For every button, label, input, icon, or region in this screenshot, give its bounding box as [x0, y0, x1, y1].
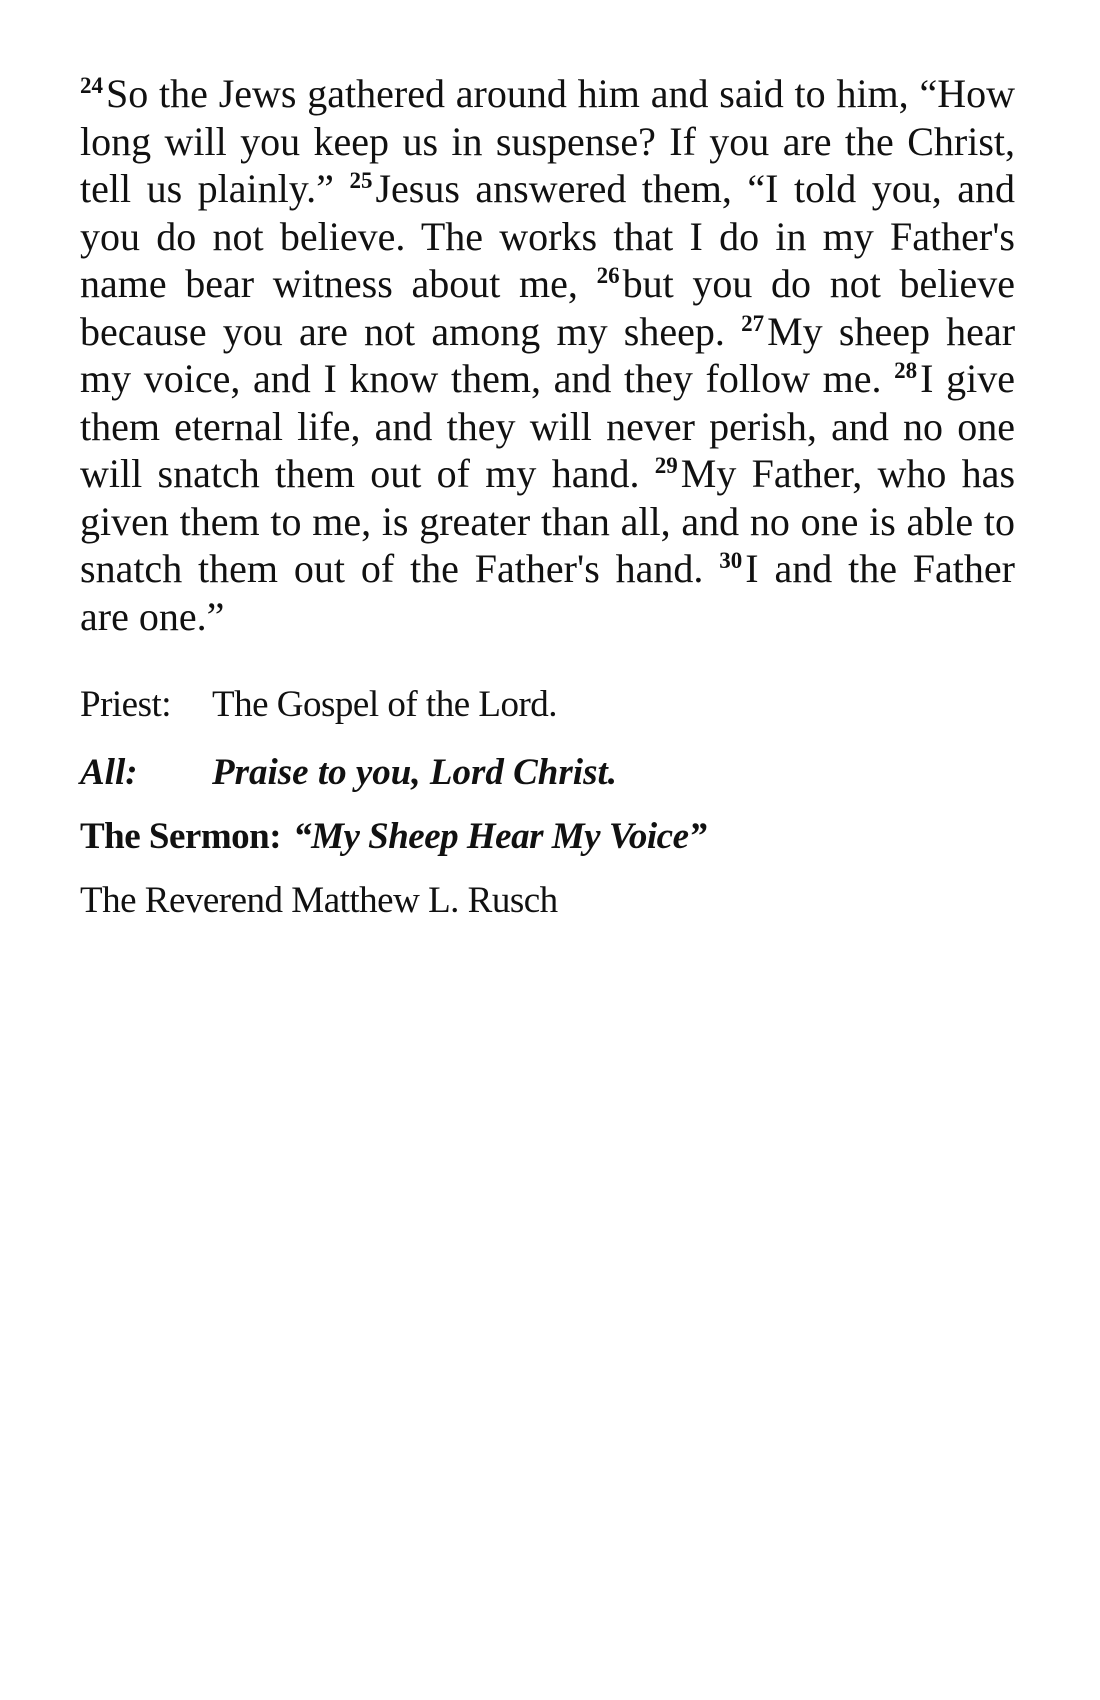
sermon-heading	[80, 815, 1015, 859]
priest-label: Priest:	[80, 684, 172, 725]
congregation-response-line	[80, 751, 1015, 795]
verse-number: 27	[741, 310, 765, 336]
priest-text: The Gospel of the Lord.	[212, 684, 558, 725]
verse-number: 26	[596, 263, 620, 288]
sermon-title: “My Sheep Hear My Voice”	[293, 816, 707, 857]
sermon-label: The Sermon:	[80, 816, 282, 857]
verse-text: but you do not believe because you are not among my sheep.	[80, 261, 1016, 354]
verse-number: 29	[654, 453, 678, 478]
verse-number: 28	[894, 358, 918, 383]
verse-number: 24	[80, 73, 103, 98]
verse-text: I give them eternal life, and they will never perish, and no one will snatch them out of my hand.	[80, 356, 1015, 496]
all-text: Praise to you, Lord Christ.	[212, 752, 617, 793]
bulletin-page	[80, 70, 1015, 923]
verse-text: So the Jews gathered around him and said to him, “How long will you keep us in suspense? If you are the Christ, tell us plainly.”	[80, 71, 1015, 211]
all-label: All:	[80, 752, 138, 793]
priest-response-line	[80, 683, 1015, 727]
verse-number: 30	[719, 548, 743, 573]
verse-text: I and the Father are one.”	[80, 546, 1015, 639]
verse-text: My Father, who has given them to me, is greater than all, and no one is able to snatch them out of the Father's hand.	[80, 451, 1016, 591]
verse-text: My sheep hear my voice, and I know them, and they follow me.	[80, 308, 1016, 401]
verse-text: Jesus answered them, “I told you, and you do not believe. The works that I do in my Father's name bear witness about me,	[80, 166, 1015, 306]
gospel-reading	[80, 70, 1015, 640]
preacher-name: The Reverend Matthew L. Rusch	[80, 880, 558, 921]
verse-number: 25	[349, 168, 373, 193]
